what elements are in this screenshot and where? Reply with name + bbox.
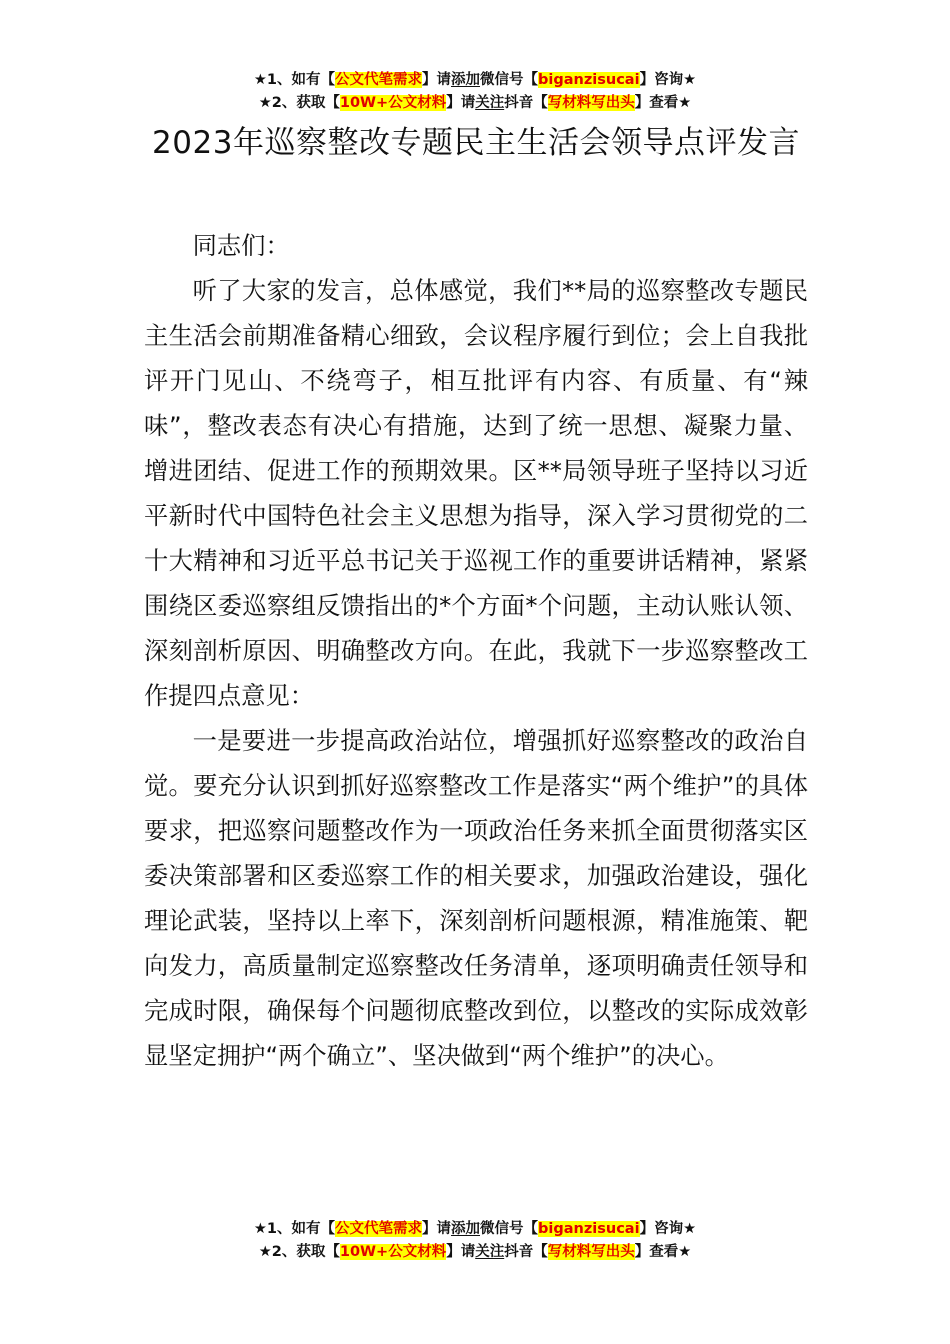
promo-highlight: 公文代笔需求 (335, 1221, 423, 1237)
promo-highlight-douyin-id: 写材料写出头 (547, 1244, 635, 1260)
promo-text: ★1、如有【 (253, 72, 336, 88)
promo-line-1 (0, 69, 950, 92)
promo-text: 】咨询★ (639, 1221, 697, 1237)
promo-text: ★1、如有【 (253, 1221, 336, 1237)
promo-text: 】查看★ (634, 95, 692, 111)
promo-highlight-douyin-id: 写材料写出头 (547, 95, 635, 111)
promo-text: 】请 (446, 95, 476, 111)
promo-banner-top (0, 69, 950, 115)
promo-underlined: 关注 (475, 1244, 505, 1260)
promo-text: 微信号【 (480, 72, 539, 88)
paragraph-2: 一是要进一步提高政治站位，增强抓好巡察整改的政治自觉。要充分认识到抓好巡察整改工作是落实“两个维护”的具体要求，把巡察问题整改作为一项政治任务来抓全面贯彻落实区委决策部署和区委巡察工作的相关要求，加强政治建设，强化理论武装，坚持以上率下，深刻剖析问题根源，精准施策、靶向发力，高质量制定巡察整改任务清单，逐项明确责任领导和完成时限，确保每个问题彻底整改到位，以整改的实际成效彰显坚定拥护“两个确立”、坚决做到“两个维护”的决心。 (144, 726, 808, 1070)
promo-highlight-wechat-id: biganzisucai (538, 1221, 640, 1237)
promo-line-2 (0, 92, 950, 115)
promo-line-1 (0, 1218, 950, 1241)
promo-text: 微信号【 (480, 1221, 539, 1237)
promo-highlight: 10W+公文材料 (339, 1244, 447, 1260)
promo-text: ★2、获取【 (258, 95, 340, 111)
promo-text: ★2、获取【 (258, 1244, 340, 1260)
promo-text: 】咨询★ (639, 72, 697, 88)
promo-highlight: 10W+公文材料 (339, 95, 447, 111)
promo-text: 】请 (422, 72, 452, 88)
promo-underlined: 关注 (475, 95, 505, 111)
greeting: 同志们： (192, 231, 290, 260)
promo-underlined: 添加 (451, 72, 481, 88)
document-body (144, 223, 808, 1078)
promo-text: 抖音【 (504, 95, 548, 111)
promo-banner-bottom (0, 1218, 950, 1264)
promo-line-2 (0, 1241, 950, 1264)
promo-text: 】请 (422, 1221, 452, 1237)
promo-text: 】查看★ (634, 1244, 692, 1260)
promo-highlight: 公文代笔需求 (335, 72, 423, 88)
promo-text: 】请 (446, 1244, 476, 1260)
document-title: 2023年巡察整改专题民主生活会领导点评发言 (152, 125, 800, 161)
paragraph-1: 听了大家的发言，总体感觉，我们**局的巡察整改专题民主生活会前期准备精心细致，会议程序履行到位；会上自我批评开门见山、不绕弯子，相互批评有内容、有质量、有“辣味”，整改表态有决心有措施，达到了统一思想、凝聚力量、增进团结、促进工作的预期效果。区**局领导班子坚持以习近平新时代中国特色社会主义思想为指导，深入学习贯彻党的二十大精神和习近平总书记关于巡视工作的重要讲话精神，紧紧围绕区委巡察组反馈指出的*个方面*个问题，主动认账认领、深刻剖析原因、明确整改方向。在此，我就下一步巡察整改工作提四点意见： (144, 276, 808, 710)
promo-highlight-wechat-id: biganzisucai (538, 72, 640, 88)
promo-text: 抖音【 (504, 1244, 548, 1260)
promo-underlined: 添加 (451, 1221, 481, 1237)
